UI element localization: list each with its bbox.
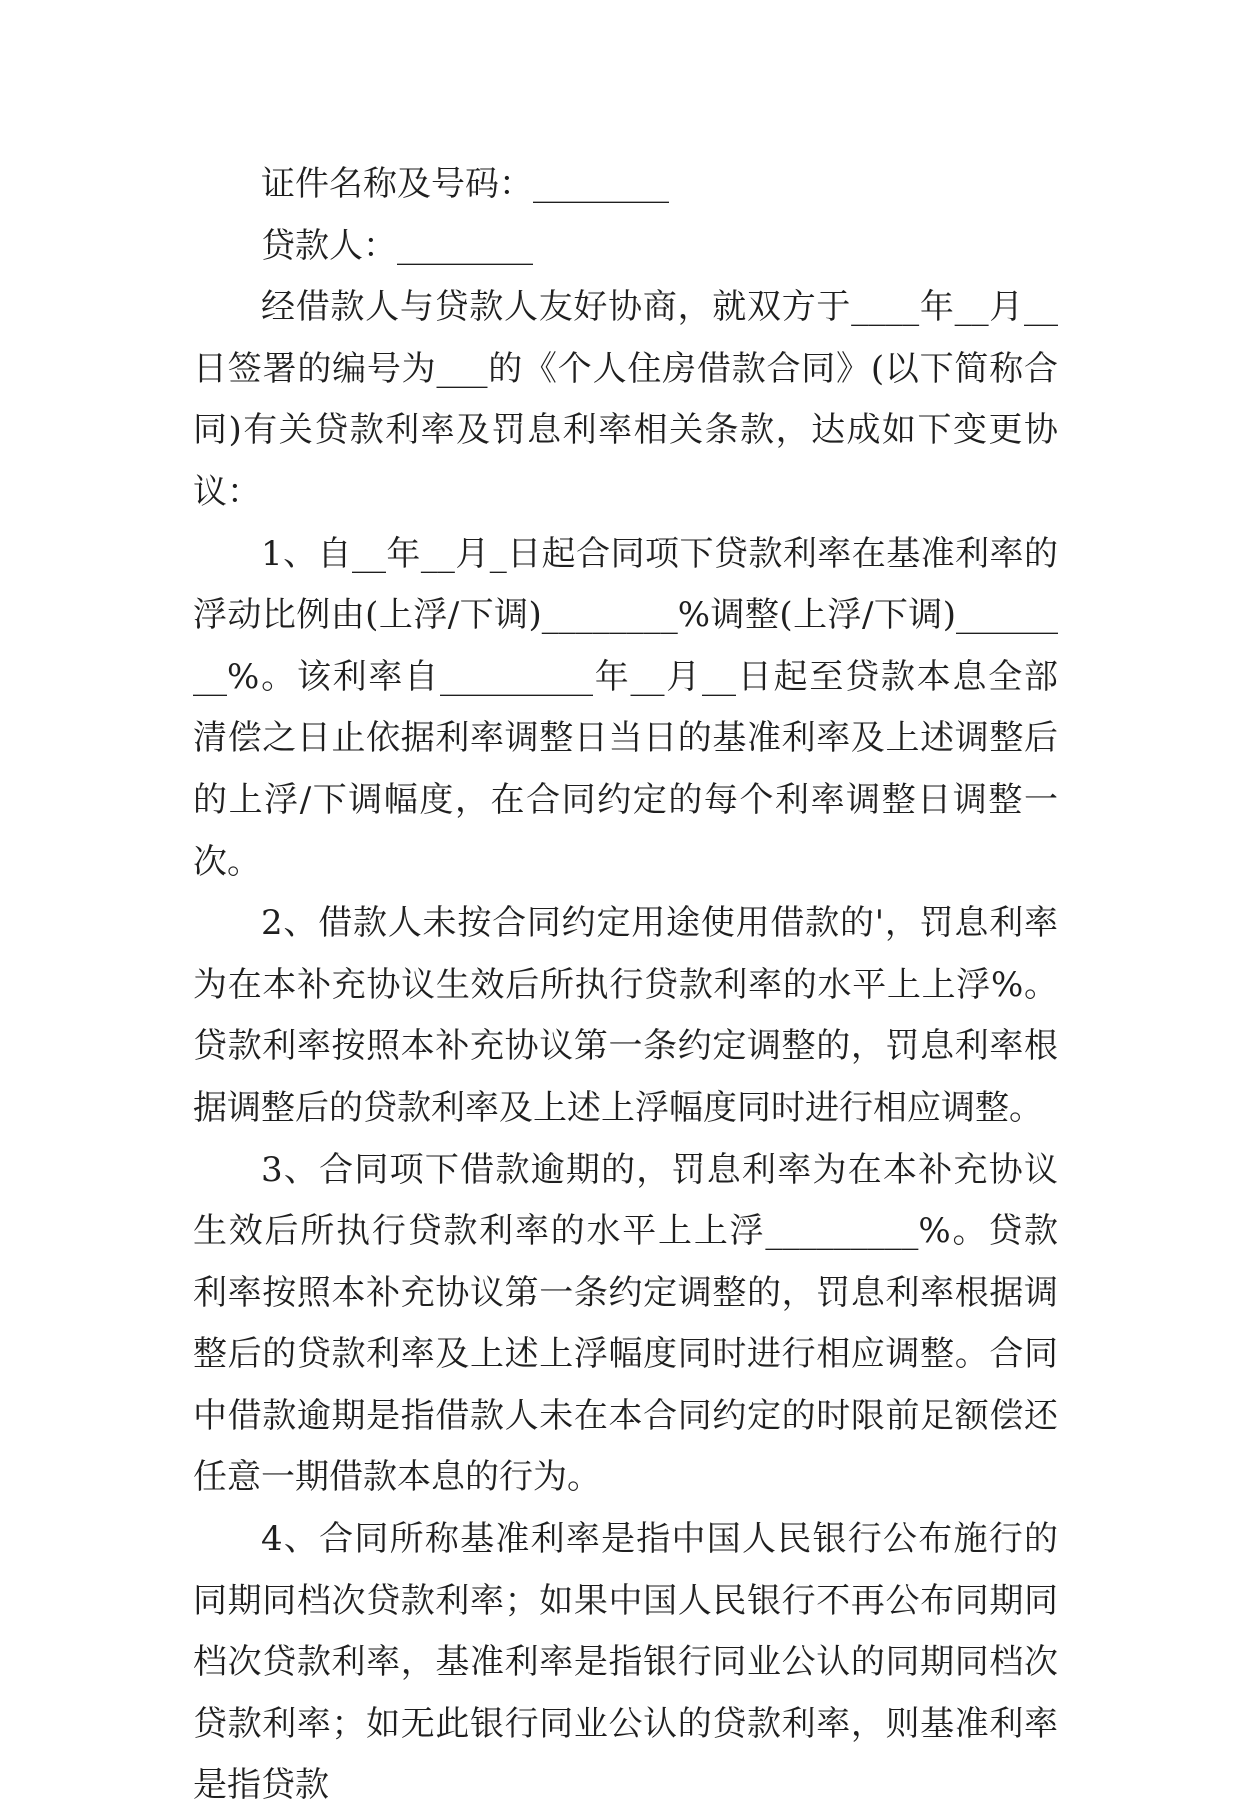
clause-1-paragraph: 1、自__年__月_日起合同项下贷款利率在基准利率的浮动比例由(上浮/下调)________%调整(上浮/下调)________%。该利率自_________年__月__日起至贷款本息全部清偿之日止依据利率调整日当日的基准利率及上述调整后的上浮/下调幅度，在合同约定的每个利率调整日调整一次。 [193, 533, 1058, 882]
lender-line: 贷款人：________ [261, 225, 533, 266]
intro-paragraph: 经借款人与贷款人友好协商，就双方于____年__月__日签署的编号为___的《个人住房借款合同》(以下简称合同)有关贷款利率及罚息利率相关条款，达成如下变更协议： [193, 287, 1058, 512]
clause-4-paragraph: 4、合同所称基准利率是指中国人民银行公布施行的同期同档次贷款利率；如果中国人民银行不再公布同期同档次贷款利率，基准利率是指银行同业公认的同期同档次贷款利率；如无此银行同业公认的贷款利率，则基准利率是指贷款 [193, 1519, 1058, 1806]
clause-2-paragraph: 2、借款人未按合同约定用途使用借款的'，罚息利率为在本补充协议生效后所执行贷款利率的水平上上浮%。贷款利率按照本补充协议第一条约定调整的，罚息利率根据调整后的贷款利率及上述上浮幅度同时进行相应调整。 [193, 903, 1058, 1128]
id-type-number-line: 证件名称及号码：________ [261, 164, 669, 204]
clause-3-paragraph: 3、合同项下借款逾期的，罚息利率为在本补充协议生效后所执行贷款利率的水平上上浮_________%。贷款利率按照本补充协议第一条约定调整的，罚息利率根据调整后的贷款利率及上述上浮幅度同时进行相应调整。合同中借款逾期是指借款人未在本合同约定的时限前足额偿还任意一期借款本息的行为。 [193, 1149, 1058, 1498]
document-body [193, 154, 1058, 1817]
